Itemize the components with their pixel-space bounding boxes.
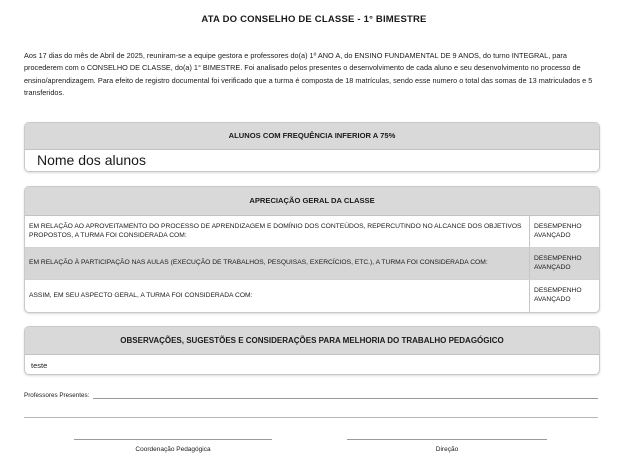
frequency-section: [24, 122, 600, 172]
appreciation-answer[interactable]: DESEMPENHO AVANÇADO: [529, 216, 599, 247]
student-names-field[interactable]: Nome dos alunos: [37, 152, 146, 168]
separator-line: [24, 417, 598, 418]
teachers-present: [24, 391, 598, 399]
observations-text[interactable]: teste: [31, 361, 48, 370]
appreciation-question: EM RELAÇÃO À PARTICIPAÇÃO NAS AULAS (EXECUÇÃO DE TRABALHOS, PESQUISAS, EXERCÍCIOS, ETC.), A TURMA FOI CONSIDERADA COM:: [29, 259, 488, 267]
appreciation-section: [24, 186, 600, 313]
teachers-present-label: Professores Presentes:: [24, 392, 90, 399]
observations-header: OBSERVAÇÕES, SUGESTÕES E CONSIDERAÇÕES PARA MELHORIA DO TRABALHO PEDAGÓGICO: [25, 327, 599, 355]
frequency-header: ALUNOS COM FREQUÊNCIA INFERIOR A 75%: [25, 123, 599, 150]
signature-line: [74, 439, 272, 440]
appreciation-row: [25, 248, 599, 280]
appreciation-header: APRECIAÇÃO GERAL DA CLASSE: [25, 187, 599, 216]
appreciation-question: ASSIM, EM SEU ASPECTO GERAL, A TURMA FOI CONSIDERADA COM:: [29, 291, 253, 299]
appreciation-row: [25, 216, 599, 248]
appreciation-row: [25, 280, 599, 312]
signature-direction: [347, 439, 547, 453]
teachers-present-line[interactable]: [93, 391, 598, 399]
appreciation-answer[interactable]: DESEMPENHO AVANÇADO: [529, 280, 599, 312]
appreciation-question: EM RELAÇÃO AO APROVEITAMENTO DO PROCESSO DE APRENDIZAGEM E DOMÍNIO DOS CONTEÚDOS, REPERCUTINDO NO ALCANCE DOS OBJETIVOS PROPOSTOS, A TURMA FOI CONSIDERADA COM:: [29, 222, 522, 239]
document-title: ATA DO CONSELHO DE CLASSE - 1° BIMESTRE: [201, 14, 427, 25]
signature-coordination: [74, 439, 272, 453]
signature-direction-label: Direção: [435, 446, 459, 453]
appreciation-answer[interactable]: DESEMPENHO AVANÇADO: [529, 248, 599, 279]
signature-coordination-label: Coordenação Pedagógica: [135, 446, 211, 453]
observations-section: [24, 326, 600, 375]
intro-paragraph: Aos 17 dias do mês de Abril de 2025, reuniram-se a equipe gestora e professores do(a) 1º ANO A, do ENSINO FUNDAMENTAL DE 9 ANOS, do turno INTEGRAL, para procederem com o CONSELHO DE CLASSE, do(a) 1° BIMESTRE. Foi analisado pelos presentes o desenvolvimento de cada aluno e seu desenvolvimento no processo de ensino/aprendizagem. Para efeito de registro documental foi verificado que a turma é composta de 18 matrículas, sendo esse numero o total das somas de 13 matriculados e 5 transferidos.: [24, 51, 593, 98]
signature-line: [347, 439, 547, 440]
